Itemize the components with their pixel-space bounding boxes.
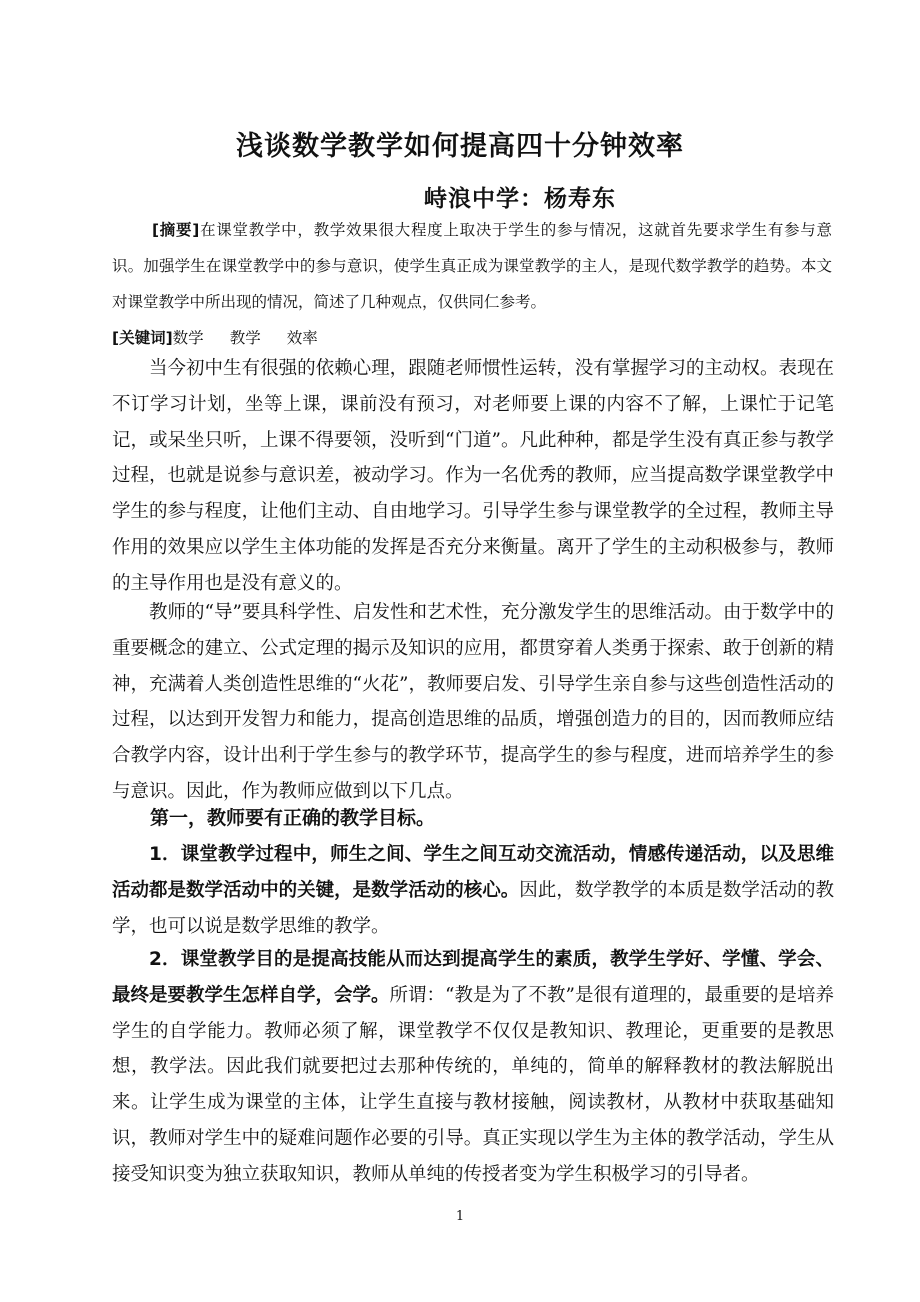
keywords-label: [关键词] bbox=[112, 329, 173, 347]
page-number: 1 bbox=[455, 1209, 465, 1224]
item-2-text: 所谓：“教是为了不教”是很有道理的，最重要的是培养学生的自学能力。教师必须了解，课堂教学不仅仅是教知识、教理论，更重要的是教思想，教学法。因此我们就要把过去那种传统的，单纯的，简单的解释教材的教法解脱出来。让学生成为课堂的主体，让学生直接与教材接触，阅读教材，从教材中获取基础知识，教师对学生中的疑难问题作必要的引导。真正实现以学生为主体的教学活动，学生从接受知识变为独立获取知识，教师从单纯的传授者变为学生积极学习的引导者。 bbox=[112, 984, 834, 1185]
author-line: 峙浪中学：杨寿东 bbox=[424, 186, 616, 212]
numbered-item-2 bbox=[112, 942, 834, 1193]
abstract-text: 在课堂教学中，教学效果很大程度上取决于学生的参与情况，这就首先要求学生有参与意识。加强学生在课堂教学中的参与意识，使学生真正成为课堂教学的主人，是现代数学教学的趋势。本文对课堂教学中所出现的情况，简述了几种观点，仅供同仁参考。 bbox=[112, 221, 832, 311]
item-1-text: 因此，数学教学的本质是数学活动的教学，也可以说是数学思维的教学。 bbox=[112, 879, 834, 937]
item-2-lead: 2．课堂教学目的是提高技能从而达到提高学生的素质，教学生学好、学懂、学会、最终是要教学生怎样自学，会学。 bbox=[112, 949, 834, 1006]
keyword-item: 数学 bbox=[172, 329, 204, 347]
keyword-item: 教学 bbox=[229, 329, 261, 347]
numbered-item-1 bbox=[112, 837, 834, 944]
body-paragraph: 当今初中生有很强的依赖心理，跟随老师惯性运转，没有掌握学习的主动权。表现在不订学习计划，坐等上课，课前没有预习，对老师要上课的内容不了解，上课忙于记笔记，或呆坐只听，上课不得要领，没听到“门道”。凡此种种，都是学生没有真正参与教学过程，也就是说参与意识差，被动学习。作为一名优秀的教师，应当提高数学课堂教学中学生的参与程度，让他们主动、自由地学习。引导学生参与课堂教学的全过程，教师主导作用的效果应以学生主体功能的发挥是否充分来衡量。离开了学生的主动积极参与，教师的主导作用也是没有意义的。 bbox=[112, 358, 834, 594]
document-title: 浅谈数学教学如何提高四十分钟效率 bbox=[236, 131, 684, 162]
item-1-lead: 1．课堂教学过程中，师生之间、学生之间互动交流活动，情感传递活动，以及思维活动都是数学活动中的关键，是数学活动的核心。 bbox=[112, 844, 834, 901]
section-heading: 第一，教师要有正确的教学目标。 bbox=[150, 807, 436, 829]
abstract bbox=[112, 212, 832, 320]
body-paragraph: 教师的“导”要具科学性、启发性和艺术性，充分激发学生的思维活动。由于数学中的重要概念的建立、公式定理的揭示及知识的应用，都贯穿着人类勇于探索、敢于创新的精神，充满着人类创造性思维的“火花”，教师要启发、引导学生亲自参与这些创造性活动的过程，以达到开发智力和能力，提高创造思维的品质，增强创造力的目的，因而教师应结合教学内容，设计出利于学生参与的教学环节，提高学生的参与程度，进而培养学生的参与意识。因此，作为教师应做到以下几点。 bbox=[112, 602, 834, 802]
abstract-label: [摘要] bbox=[152, 221, 200, 239]
keyword-item: 效率 bbox=[286, 329, 318, 347]
